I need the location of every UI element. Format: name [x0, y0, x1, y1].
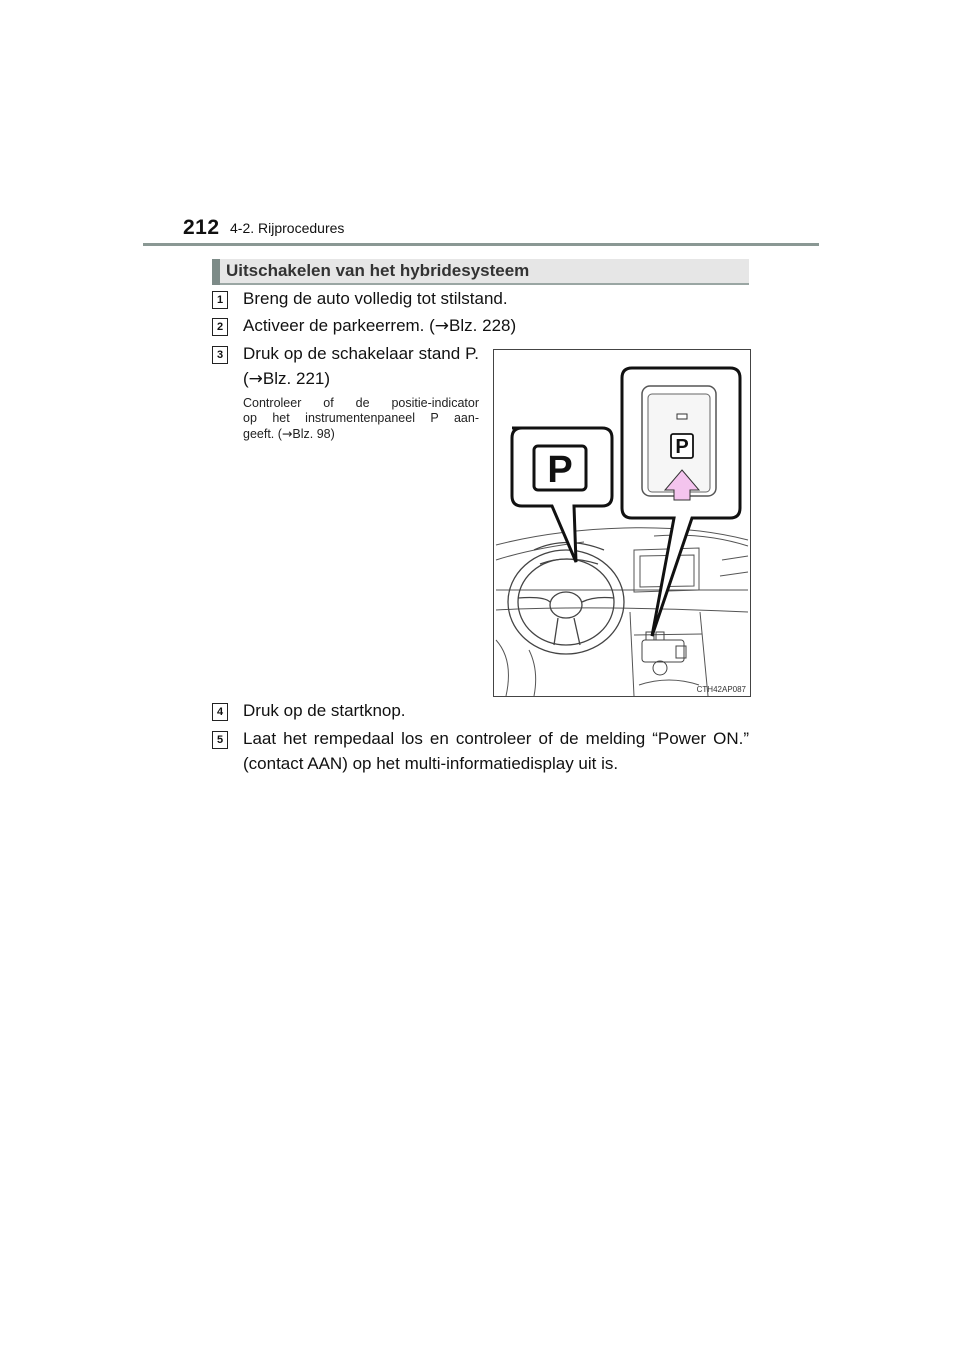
- arrow-icon: →: [434, 316, 450, 336]
- page-number: 212: [183, 216, 220, 239]
- step-number-1: 1: [212, 291, 228, 309]
- step-number-4: 4: [212, 703, 228, 721]
- note-line3: geeft. (→Blz. 98): [243, 426, 335, 441]
- heading-accent-bar: [212, 259, 220, 285]
- p-switch-letter: P: [675, 436, 689, 458]
- section-heading: [212, 259, 749, 285]
- step-number-2: 2: [212, 318, 228, 336]
- step-3-line1: Druk op de schakelaar stand P.: [243, 344, 479, 363]
- figure-dashboard-p-switch: [493, 349, 751, 697]
- step-3-line2: (→Blz. 221): [243, 369, 331, 389]
- step-5-line1: Laat het rempedaal los en controleer of de melding “Power ON.”: [243, 729, 749, 748]
- step-2-text: Activeer de parkeerrem. (→Blz. 228): [243, 316, 517, 336]
- heading-title: Uitschakelen van het hybridesysteem: [226, 261, 530, 280]
- step-1-text: Breng de auto volledig tot stilstand.: [243, 289, 508, 308]
- arrow-icon: →: [281, 426, 293, 441]
- header-divider: [143, 243, 819, 246]
- p-indicator-letter: P: [547, 449, 573, 491]
- dashboard-illustration: [494, 350, 750, 696]
- section-title: 4-2. Rijprocedures: [230, 220, 345, 236]
- step-4-text: Druk op de startknop.: [243, 701, 406, 720]
- note-line2: op het instrumentenpaneel P aan-: [243, 411, 479, 425]
- step-number-5: 5: [212, 731, 228, 749]
- arrow-icon: →: [248, 369, 263, 389]
- note-line1: Controleer of de positie-indicator: [243, 396, 479, 410]
- step-5-line2: (contact AAN) op het multi-informatiedisplay uit is.: [243, 754, 619, 773]
- step-number-3: 3: [212, 346, 228, 364]
- figure-code: CTH42AP087: [696, 685, 746, 694]
